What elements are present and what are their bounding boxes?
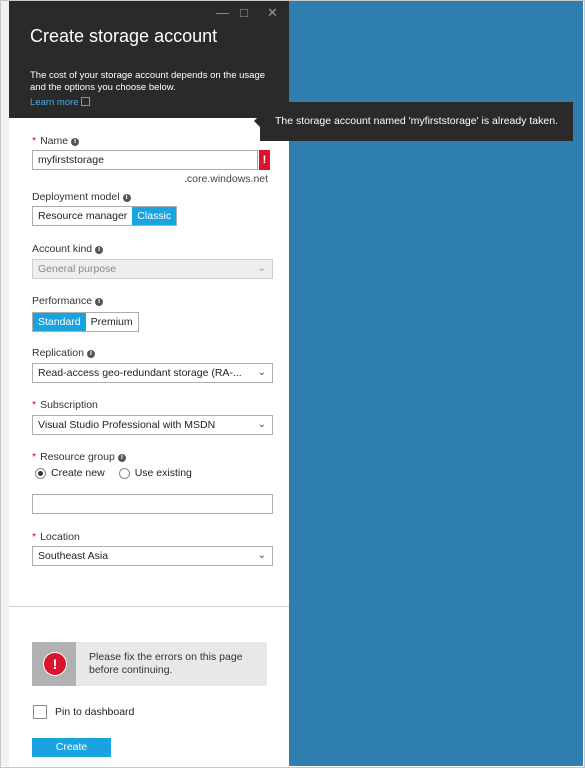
location-value: Southeast Asia	[38, 550, 109, 562]
create-button[interactable]: Create	[32, 738, 111, 757]
radio-use-existing[interactable]	[119, 468, 130, 479]
footer-divider	[9, 606, 289, 607]
option-resource-manager[interactable]: Resource manager	[33, 207, 132, 225]
minimize-icon[interactable]: —	[216, 5, 229, 20]
pin-label[interactable]: Pin to dashboard	[55, 706, 135, 718]
deployment-model-label	[32, 191, 131, 203]
close-icon[interactable]: ✕	[267, 5, 278, 20]
blade-title: Create storage account	[30, 26, 218, 46]
error-icon-panel	[32, 642, 76, 686]
name-error-tooltip: The storage account named 'myfirststorage' is already taken.	[260, 102, 573, 141]
subscription-label	[32, 399, 98, 411]
pin-checkbox[interactable]	[33, 705, 47, 719]
required-marker: *	[32, 531, 37, 543]
chevron-down-icon: ⌄	[257, 263, 266, 274]
learn-more-label[interactable]: Learn more	[30, 97, 79, 108]
option-premium[interactable]: Premium	[86, 313, 138, 331]
performance-label	[32, 295, 103, 307]
replication-value: Read-access geo-redundant storage (RA-...	[38, 367, 242, 379]
location-select[interactable]	[32, 546, 273, 566]
blade-header	[9, 1, 289, 118]
name-input[interactable]: myfirststorage	[32, 150, 258, 170]
deployment-model-label-text: Deployment model	[32, 191, 120, 203]
radio-create-new[interactable]	[35, 468, 46, 479]
performance-toggle	[32, 312, 139, 332]
learn-more-link[interactable]	[30, 96, 90, 108]
account-kind-value: General purpose	[38, 263, 117, 275]
subscription-label-text: Subscription	[40, 399, 98, 411]
required-marker: *	[32, 451, 37, 463]
external-link-icon	[81, 97, 90, 106]
chevron-down-icon: ⌄	[257, 367, 266, 378]
info-icon[interactable]: i	[95, 298, 103, 306]
chevron-down-icon: ⌄	[257, 419, 266, 430]
subscription-select[interactable]	[32, 415, 273, 435]
info-icon[interactable]: i	[118, 454, 126, 462]
info-icon[interactable]: i	[87, 350, 95, 358]
location-label	[32, 531, 80, 543]
pin-to-dashboard[interactable]	[33, 705, 134, 719]
account-kind-select	[32, 259, 273, 279]
subscription-value: Visual Studio Professional with MSDN	[38, 419, 216, 431]
account-kind-label	[32, 243, 103, 255]
radio-use-existing-label[interactable]: Use existing	[134, 467, 192, 479]
validation-error-box	[32, 642, 267, 686]
cost-description: The cost of your storage account depends on the usage and the options you choose below.	[30, 70, 266, 93]
option-classic[interactable]: Classic	[132, 207, 176, 225]
performance-label-text: Performance	[32, 295, 93, 307]
error-message: Please fix the errors on this page before continuing.	[89, 651, 243, 676]
error-icon: !	[43, 652, 67, 676]
required-marker: *	[32, 399, 37, 411]
resource-group-label-text: Resource group	[40, 451, 115, 463]
info-icon[interactable]: i	[71, 138, 79, 146]
domain-suffix: .core.windows.net	[184, 173, 269, 185]
chevron-down-icon: ⌄	[257, 550, 266, 561]
deployment-model-toggle	[32, 206, 177, 226]
replication-select[interactable]	[32, 363, 273, 383]
account-kind-label-text: Account kind	[32, 243, 93, 255]
resource-group-input[interactable]	[32, 494, 273, 514]
option-standard[interactable]: Standard	[33, 313, 86, 331]
replication-label-text: Replication	[32, 347, 84, 359]
resource-group-options	[35, 467, 192, 479]
required-marker: *	[32, 135, 37, 147]
location-label-text: Location	[40, 531, 80, 543]
error-flag-icon[interactable]: !	[259, 150, 270, 170]
resource-group-label	[32, 451, 126, 463]
replication-label	[32, 347, 95, 359]
maximize-icon[interactable]: □	[240, 5, 248, 20]
info-icon[interactable]: i	[123, 194, 131, 202]
info-icon[interactable]: i	[95, 246, 103, 254]
name-label	[32, 135, 79, 147]
create-storage-blade	[9, 1, 289, 766]
name-label-text: Name	[40, 135, 69, 147]
radio-create-new-label[interactable]: Create new	[51, 467, 105, 479]
